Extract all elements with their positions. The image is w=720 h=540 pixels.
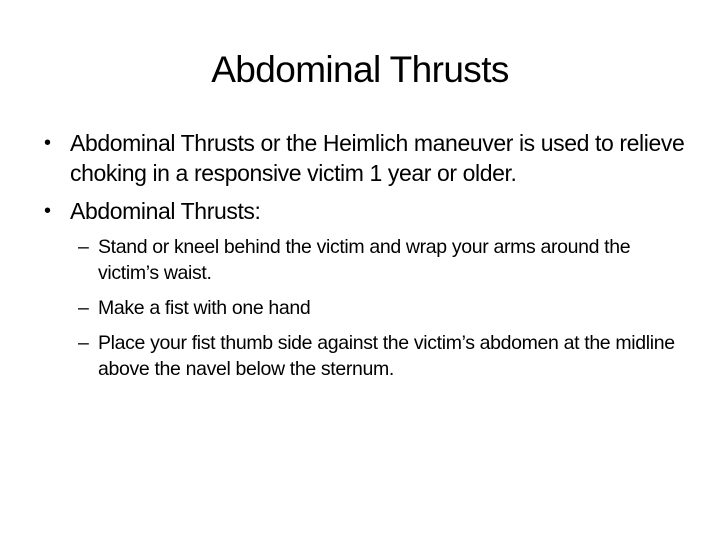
bullet-dot-icon: • — [44, 132, 51, 154]
sub-bullet-text: Stand or kneel behind the victim and wrap your arms around the victim’s waist. — [98, 236, 631, 284]
sub-bullet-item — [36, 234, 696, 286]
sub-bullet-item — [36, 330, 696, 382]
bullet-item — [36, 196, 696, 226]
bullet-text: Abdominal Thrusts or the Heimlich maneuver is used to relieve choking in a responsive victim 1 year or older. — [70, 130, 685, 186]
sub-bullet-text: Place your fist thumb side against the victim’s abdomen at the midline above the navel below the sternum. — [98, 332, 675, 380]
sub-bullet-text: Make a fist with one hand — [98, 297, 311, 319]
bullet-item — [36, 128, 696, 188]
dash-icon: – — [78, 332, 89, 354]
slide-body — [36, 128, 696, 391]
dash-icon: – — [78, 236, 89, 258]
slide-title: Abdominal Thrusts — [211, 49, 509, 90]
bullet-dot-icon: • — [44, 200, 51, 222]
bullet-text: Abdominal Thrusts: — [70, 198, 261, 224]
sub-bullet-list — [36, 234, 696, 382]
sub-bullet-item — [36, 295, 696, 321]
dash-icon: – — [78, 297, 89, 319]
